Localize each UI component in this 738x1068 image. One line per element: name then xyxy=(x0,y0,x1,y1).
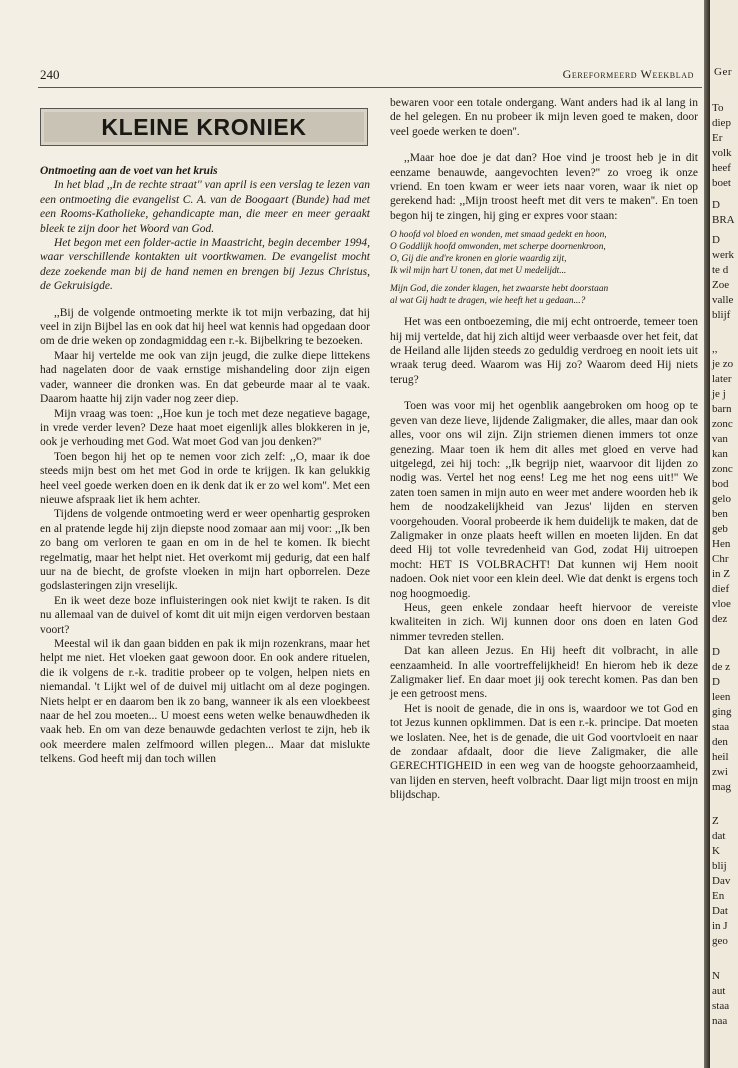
paragraph: ,,Maar hoe doe je dat dan? Hoe vind je troost heb je in dit eenzame benauwde, aangevochten leven?'' zo vroeg ik onze vriend. En toen kwam er weer iets naar voren, waar ik niet op gerekend had: ,,Mijn troost heeft met dit vers te maken''. En toen begon hij te zingen, hij ging er expres voor staan: xyxy=(390,152,698,222)
next-page-fragment: barn xyxy=(712,403,732,415)
next-page-fragment: D xyxy=(712,646,720,658)
paragraph: Toen was voor mij het ogenblik aangebroken om hoog op te geven van deze lieve, lijdende Zaligmaker, die alles, maar dan ook alles, voor ons wil zijn. Zijn striemen dienen immers tot onze genezing. Maar toen ik hem dit alles met gloed en verve had uitgelegd, zei hij toch: ,,Ik begrijp niet, waarvoor dit lijden zo nodig was. Vertel het nog eens! Leg me het nog eens uit!'' We zaten toen samen in mijn auto en weer met andere woorden heb ik hem de noodzakelijkheid van Jezus' lijden en sterven voorgehouden. Vooral probeerde ik hem duidelijk te maken, dat de Zaligmaker in onze plaats heeft willen en moeten lijden. En dat deed Hij tot volle tevredenheid van God, zodat Hij uitroepen mocht: HET IS VOLBRACHT! Dat kunnen wij Hem nooit nadoen. Ook niet voor een klein deel. Wie dat denkt is ergens toch nog hoogmoedig. xyxy=(390,400,698,600)
next-page-fragment: bod xyxy=(712,478,729,490)
next-page-fragment: kan xyxy=(712,448,728,460)
next-page-fragment: later xyxy=(712,373,732,385)
paragraph: En ik weet deze boze influisteringen ook niet kwijt te raken. Is dit nu allemaal van de duivel of komt dit uit mijn eigen verdorven bestaan voort? xyxy=(40,594,370,636)
next-page-fragment: K xyxy=(712,845,720,857)
paragraph: Toen begon hij het op te nemen voor zich zelf: ,,O, maar ik doe steeds mijn best om het met God in orde te krijgen. Ik kan gelukkig heel veel goede werken doen en ik denk dat ik er zo wel kom''. Met een nieuwe afspraak liet ik hem achter. xyxy=(40,450,370,506)
next-page-fragment: mag xyxy=(712,781,731,793)
next-page-fragment: boet xyxy=(712,177,731,189)
page-number: 240 xyxy=(40,67,60,82)
paragraph: ,,Bij de volgende ontmoeting merkte ik tot mijn verbazing, dat hij veel in zijn Bijbel las en ook dat hij heel wat kennis had opgedaan door om de drie weken op zondagmiddag een r.-k. Bijbelkring te bezoeken. xyxy=(40,306,370,348)
hymn-line: O, Gij die and're kronen en glorie waardig zijt, xyxy=(390,254,567,265)
next-page-fragment: vloe xyxy=(712,598,731,610)
next-page-fragment: naa xyxy=(712,1015,728,1027)
next-page-fragment: van xyxy=(712,433,728,445)
next-page-fragment: N xyxy=(712,970,720,982)
next-page-fragment: werk xyxy=(712,249,734,261)
next-page-fragment: dief xyxy=(712,583,730,595)
intro-paragraph-1: In het blad ,,In de rechte straat'' van april is een verslag te lezen van een ontmoeting die evangelist C. A. van de Boogaart (Bunde) had met een Rooms-Katholieke, gehandicapte man, die meer en meer geraakt bleek te zijn door het Woord van God. xyxy=(40,179,370,235)
next-page-fragment: Zoe xyxy=(712,279,730,291)
next-page-fragment: in J xyxy=(712,920,728,932)
next-page-fragment: je j xyxy=(712,388,726,400)
next-page-fragment: zwi xyxy=(712,766,728,778)
next-page-fragment: de z xyxy=(712,661,731,673)
next-page-fragment: dez xyxy=(712,613,728,625)
next-page-fragment: ,, xyxy=(712,343,718,355)
next-page-fragment: leen xyxy=(712,691,731,703)
hymn-line: O hoofd vol bloed en wonden, met smaad gedekt en hoon, xyxy=(390,230,607,241)
paragraph: Mijn vraag was toen: ,,Hoe kun je toch met deze negatieve bagage, in vrede verder leven? Deze haat moet eigenlijk alles blokkeren in je, ook je verhouding met God. Wat moet God van jou denken?'' xyxy=(40,407,370,449)
next-page-fragment: te d xyxy=(712,264,729,276)
next-page-fragment: diep xyxy=(712,117,731,129)
next-page-fragment: geb xyxy=(712,523,728,535)
next-page-fragment: in Z xyxy=(712,568,731,580)
next-page-fragment: Dav xyxy=(712,875,731,887)
next-page-edge xyxy=(710,0,738,1068)
next-page-fragment: blij xyxy=(712,860,727,872)
next-page-fragment: je zo xyxy=(712,358,734,370)
intro-paragraph-2: Het begon met een folder-actie in Maastricht, begin december 1994, waar verschillende kontakten uit voortkwamen. De evangelist mocht deze zoekende man bij de hand nemen en brengen bij Jezus Christus, de Gekruisigde. xyxy=(40,237,370,293)
column-left xyxy=(40,108,370,767)
hymn-line: Ik wil mijn hart U tonen, dat met U medelijdt... xyxy=(390,266,567,277)
next-page-fragment: BRA xyxy=(712,214,735,226)
next-page-fragment: D xyxy=(712,676,720,688)
next-page-fragment: valle xyxy=(712,294,734,306)
paragraph: Tijdens de volgende ontmoeting werd er weer openhartig gesproken en al pratende legde hij zijn diepste nood zomaar aan mij voor: ,,Ik ben zo bang om verloren te gaan en om in de hel te komen. Ik biecht regelmatig, maar het helpt niet. Het overkomt mij gedurig, dat een half uur na de biecht, de grofste vloeken in mijn hart opborrelen. Deze godslasteringen zijn vreselijk. xyxy=(40,508,370,593)
paragraph: Dat kan alleen Jezus. En Hij heeft dit volbracht, in alle eenzaamheid. In alle voortreffelijkheid! En hierom heb ik deze Zaligmaker lief. En daar moet jij ook terecht komen. Pas dan ben je een getroost mens. xyxy=(390,645,698,701)
paragraph: bewaren voor een totale ondergang. Want anders had ik al lang in de hel gelegen. En nu probeer ik mijn leven goed te maken, door veel goede werken te doen''. xyxy=(390,97,698,138)
paragraph: Meestal wil ik dan gaan bidden en pak ik mijn rozenkrans, maar het helpt me niet. Het vloeken gaat gewoon door. En ook andere rituelen, die ik volgens de r.-k. traditie probeer op te volgen, helpen niets en niemandal. 't Lijkt wel of de duivel mij uitlacht om al deze pogingen. Niets helpt er en daarom ben ik zo bang, wanneer ik als een vloekbeest naar de hel zou moeten... U moest eens weten welke benauwdheden ik vaak heb. En om van deze benauwde gedachten verlost te zijn, heb ik ook meerdere malen zelfmoord willen plegen... Maar dat mislukte telkens. God heeft mij dan toch willen xyxy=(40,638,370,766)
next-page-fragment: aut xyxy=(712,985,726,997)
next-page-fragment: Dat xyxy=(712,905,728,917)
hymn-verse-1 xyxy=(390,229,698,277)
next-page-fragment: blijf xyxy=(712,309,731,321)
next-page-fragment: To xyxy=(712,102,724,114)
next-page-fragment: ben xyxy=(712,508,728,520)
next-page-fragment: Chr xyxy=(712,553,729,565)
hymn-line: al wat Gij hadt te dragen, wie heeft het u gedaan...? xyxy=(390,296,586,307)
next-page-fragment: staa xyxy=(712,721,730,733)
next-page-fragment: dat xyxy=(712,830,726,842)
column-right xyxy=(390,96,698,803)
next-page-fragment: ging xyxy=(712,706,732,718)
next-page-fragment: heil xyxy=(712,751,729,763)
paragraph: Het was een ontboezeming, die mij echt ontroerde, temeer toen hij mij vertelde, dat hij zich altijd weer verbaasde over het feit, dat de Heiland alle lijden steeds zo geduldig verdroeg en nooit iets uit wraak terug deed. Waarom was Hij zo? Waarom deed Hij niets terug? xyxy=(390,316,698,386)
next-page-fragment: geo xyxy=(712,935,728,947)
next-page-fragment: Er xyxy=(712,132,723,144)
paragraph: Maar hij vertelde me ook van zijn jeugd, die zulke diepe littekens had nagelaten door de vaak ernstige mishandeling door zijn eigen vader, wanneer die dronken was. En dat gebeurde maar al te vaak. Daarom haatte hij zijn vader nog zeer diep. xyxy=(40,349,370,406)
next-page-fragment: volk xyxy=(712,147,732,159)
next-page-fragment: Hen xyxy=(712,538,731,550)
next-page-fragment: gelo xyxy=(712,493,731,505)
article-title: KLEINE KRONIEK xyxy=(40,108,368,146)
next-page-head: Ger xyxy=(714,66,732,78)
running-head: Gereformeerd Weekblad xyxy=(562,67,694,81)
next-page-fragment: D xyxy=(712,199,720,211)
hymn-verse-2 xyxy=(390,283,698,307)
next-page-fragment: D xyxy=(712,234,720,246)
paragraph: Heus, geen enkele zondaar heeft hiervoor de vereiste kwaliteiten in zich. Wij kunnen door ons doen en laten God nimmer tevreden stellen. xyxy=(390,601,698,643)
header-rule xyxy=(38,87,702,88)
next-page-fragment: den xyxy=(712,736,728,748)
next-page-fragment: En xyxy=(712,890,725,902)
article-subheading: Ontmoeting aan de voet van het kruis xyxy=(40,165,218,177)
next-page-fragment: zonc xyxy=(712,418,733,430)
hymn-line: O Goddlijk hoofd omwonden, met scherpe doornenkroon, xyxy=(390,242,606,253)
hymn-line: Mijn God, die zonder klagen, het zwaarste hebt doorstaan xyxy=(390,284,609,295)
next-page-fragment: staa xyxy=(712,1000,730,1012)
paragraph: Het is nooit de genade, die in ons is, waardoor we tot God en tot Jezus kunnen opklimmen. Dat is een r.-k. principe. Dat moeten we loslaten. Nee, het is de genade, die uit God voortvloeit en naar de zondaar afdaalt, door die lieve Zaligmaker, die alle GERECHTIGHEID in een weg van de hoogste gehoorzaamheid, van lijden en sterven, heeft volbracht. Daar ligt mijn troost en mijn blijdschap. xyxy=(390,702,698,802)
next-page-fragment: heef xyxy=(712,162,731,174)
next-page-fragment: Z xyxy=(712,815,719,827)
next-page-fragment: zonc xyxy=(712,463,733,475)
